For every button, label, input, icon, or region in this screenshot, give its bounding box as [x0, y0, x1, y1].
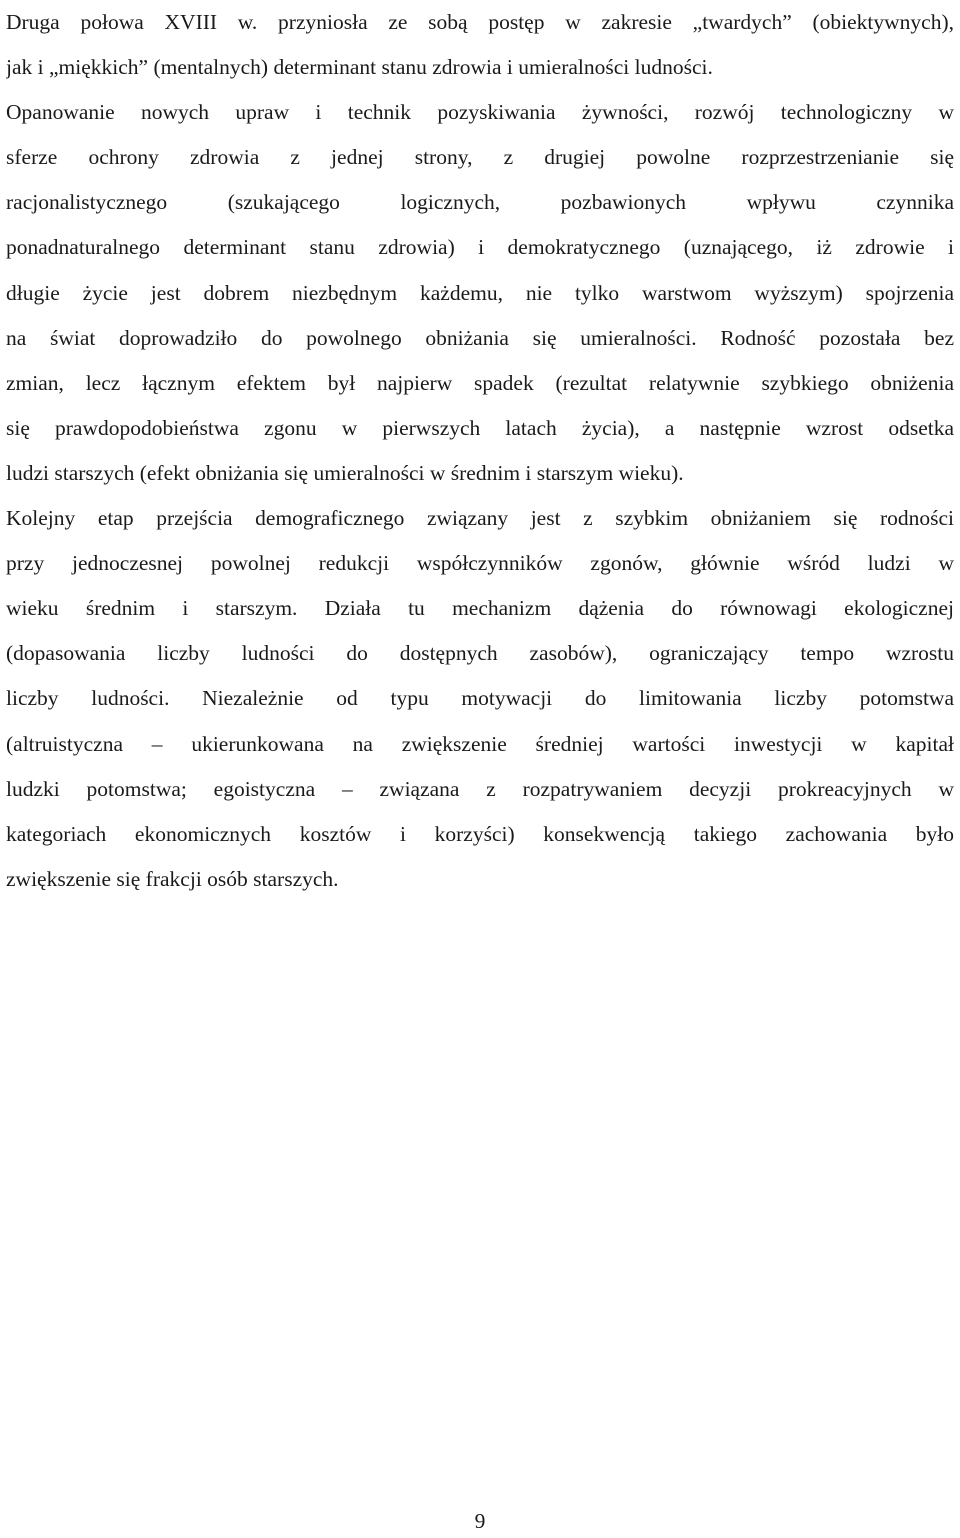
text-line: ludzi starszych (efekt obniżania się umieralności w średnim i starszym wieku).	[6, 460, 684, 485]
text-line: na świat doprowadziło do powolnego obniżania się umieralności. Rodność pozostała bez	[6, 325, 954, 350]
text-line: przy jednoczesnej powolnej redukcji współczynników zgonów, głównie wśród ludzi w	[6, 551, 954, 576]
text-line: racjonalistycznego (szukającego logicznych, pozbawionych wpływu czynnika	[6, 190, 954, 215]
text-line: zmian, lecz łącznym efektem był najpierw spadek (rezultat relatywnie szybkiego obniżenia	[6, 370, 954, 395]
text-line: Druga połowa XVIII w. przyniosła ze sobą postęp w zakresie „twardych” (obiektywnych),	[6, 10, 954, 34]
text-line: (altruistyczna – ukierunkowana na zwiększenie średniej wartości inwestycji w kapitał	[6, 731, 954, 756]
text-line: liczby ludności. Niezależnie od typu motywacji do limitowania liczby potomstwa	[6, 686, 954, 711]
text-line: kategoriach ekonomicznych kosztów i korzyści) konsekwencją takiego zachowania było	[6, 821, 954, 846]
text-line: sferze ochrony zdrowia z jednej strony, z drugiej powolne rozprzestrzenianie się	[6, 145, 954, 170]
text-line: jak i „miękkich” (mentalnych) determinant stanu zdrowia i umieralności ludności.	[6, 55, 713, 80]
text-line: Kolejny etap przejścia demograficznego związany jest z szybkim obniżaniem się rodności	[6, 506, 954, 531]
text-line: ludzki potomstwa; egoistyczna – związana z rozpatrywaniem decyzji prokreacyjnych w	[6, 776, 954, 801]
text-line: ponadnaturalnego determinant stanu zdrowia) i demokratycznego (uznającego, iż zdrowie i	[6, 235, 954, 260]
text-line: długie życie jest dobrem niezbędnym każdemu, nie tylko warstwom wyższym) spojrzenia	[6, 280, 954, 305]
text-line: Opanowanie nowych upraw i technik pozyskiwania żywności, rozwój technologiczny w	[6, 100, 954, 125]
body-text	[6, 0, 954, 902]
page-number: 9	[474, 1509, 486, 1533]
text-line: zwiększenie się frakcji osób starszych.	[6, 866, 339, 891]
text-line: się prawdopodobieństwa zgonu w pierwszych latach życia), a następnie wzrost odsetka	[6, 415, 954, 440]
text-line: wieku średnim i starszym. Działa tu mechanizm dążenia do równowagi ekologicznej	[6, 596, 954, 621]
text-line: (dopasowania liczby ludności do dostępnych zasobów), ograniczający tempo wzrostu	[6, 641, 954, 666]
